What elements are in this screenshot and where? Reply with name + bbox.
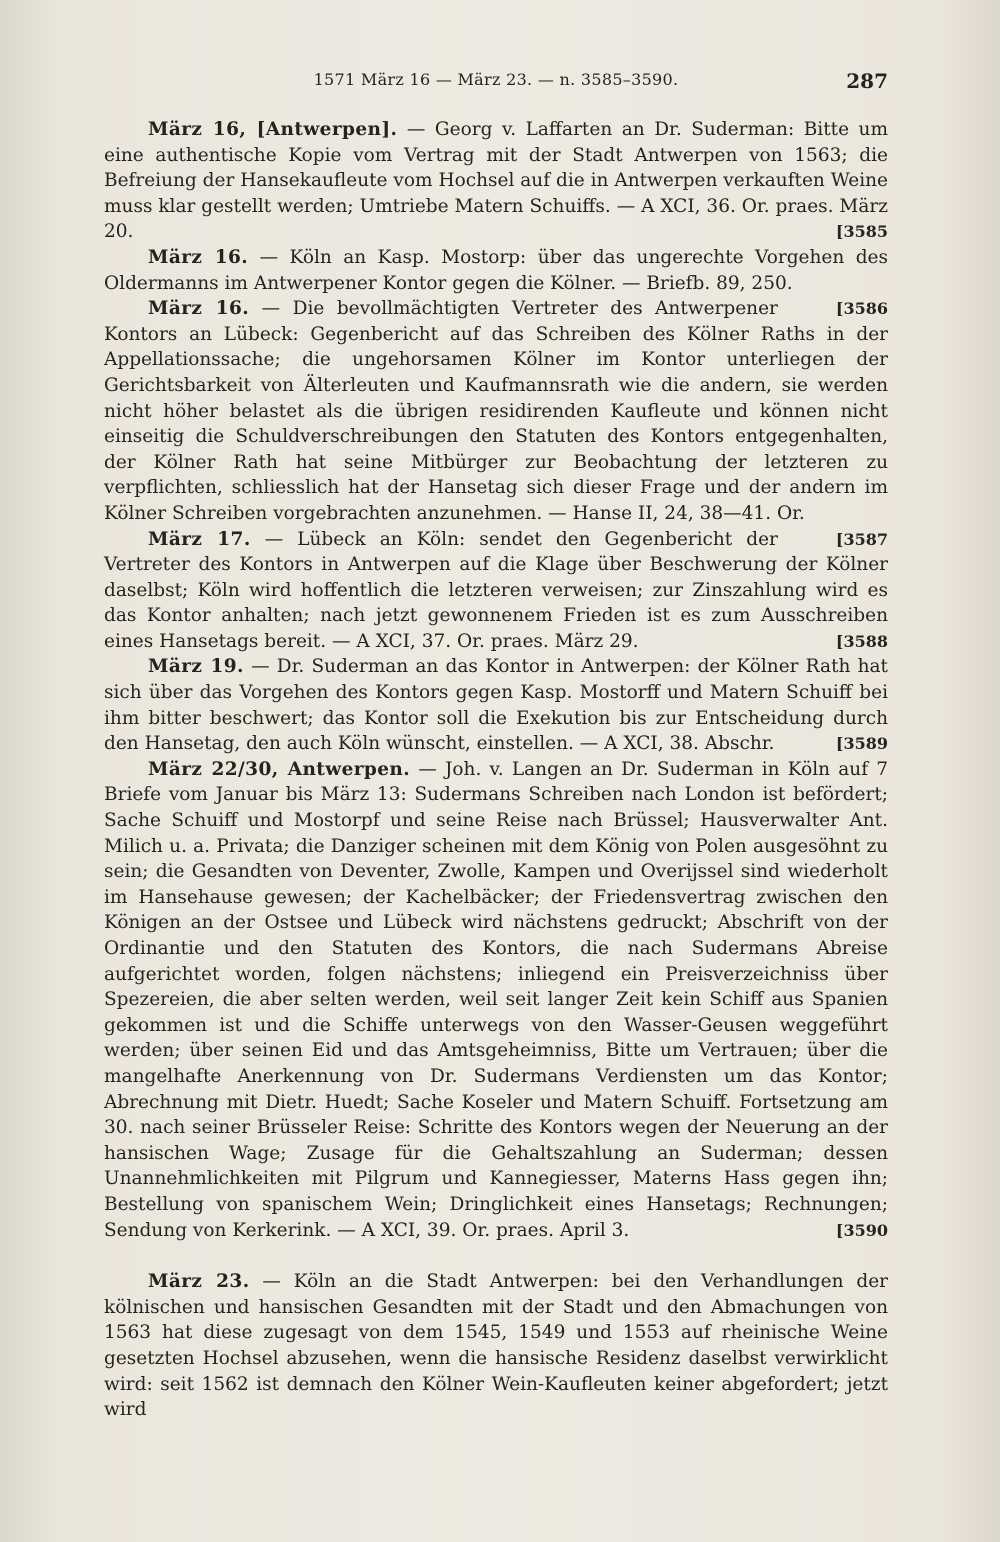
regest-entry-3590: [104, 757, 888, 1243]
running-title: 1571 März 16 — März 23. — n. 3585–3590.: [313, 70, 679, 89]
document-body: [104, 117, 888, 1423]
entry-number: [3590: [835, 1220, 888, 1240]
page-header: [104, 70, 888, 100]
entry-date: März 16.: [148, 298, 250, 320]
page-number: 287: [846, 69, 888, 93]
regest-entry-3585: [104, 117, 888, 245]
entry-date: März 23.: [148, 1271, 250, 1293]
entry-date: März 16.: [148, 246, 249, 268]
entry-number: [3587: [835, 529, 888, 549]
regest-entry-3589: [104, 654, 888, 756]
entry-separator: [104, 1243, 888, 1269]
entry-text: — Georg v. Laffarten an Dr. Suderman: Bitte um eine authentische Kopie vom Vertrag mit der Stadt Antwerpen von 1563; die Befreiung der Hansekaufleute vom Hochsel auf die in Antwerpen verkauften Weine muss klar gestellt werden; Umtriebe Matern Schuiffs. — A XCI, 36. Or. praes. März 20.: [104, 119, 888, 243]
entry-text: — Köln an die Stadt Antwerpen: bei den Verhandlungen der kölnischen und hansischen Gesandten mit der Stadt und den Abmachungen von 1563 hat diese zugesagt von dem 1545, 1549 und 1553 auf rheinische Weine gesetzten Hochsel abzusehen, wenn die hansische Residenz daselbst verwirklicht wird: seit 1562 ist demnach den Kölner Wein-Kaufleuten keiner abgefordert; jetzt wird: [104, 1271, 888, 1421]
regest-entry-3588: [104, 527, 888, 655]
entry-text: — Köln an Kasp. Mostorp: über das ungerechte Vorgehen des Oldermanns im Antwerpener Kontor gegen die Kölner. — Briefb. 89, 250.: [104, 246, 888, 294]
entry-number: [3588: [835, 631, 888, 651]
entry-number: [3586: [835, 299, 888, 319]
regest-entry-3591: [104, 1269, 888, 1423]
entry-text: — Joh. v. Langen an Dr. Suderman in Köln auf 7 Briefe vom Januar bis März 13: Sudermans Schreiben nach London ist befördert; Sache Schuiff und Mostorpf und seine Reise nach Brüssel; Hausverwalter Ant. Milich u. a. Privata; die Danziger scheinen mit dem König von Polen ausgesöhnt zu sein; die Gesandten von Deventer, Zwolle, Kampen und Overijssel sind wiederholt im Hansehause gewesen; der Kachelbäcker; der Friedensvertrag zwischen den Königen an der Ostsee und Lübeck wird nächstens gedruckt; Abschrift von der Ordinantie und den Statuten des Kontors, die nach Sudermans Abreise aufgerichtet worden, folgen nächstens; inliegend ein Preisverzeichniss über Spezereien, die aber selten werden, weil seit langer Zeit kein Schiff aus Spanien gekommen ist und die Schiffe unterwegs von den Wasser-Geusen weggeführt werden; über seinen Eid und das Amtsgeheimniss, Bitte um Vertrauen; über die mangelhafte Anerkennung von Dr. Sudermans Verdiensten um das Kontor; Abrechnung mit Dietr. Huedt; Sache Koseler und Matern Schuiff. Fortsetzung am 30. nach seiner Brüsseler Reise: Schritte des Kontors wegen der Neuerung an der hansischen Wage; Zusage für die Gehaltszahlung an Suderman; dessen Unannehmlichkeiten mit Pilgrum und Kannegiesser, Materns Hass gegen ihn; Bestellung von spanischem Wein; Dringlichkeit eines Hansetags; Rechnungen; Sendung von Kerkerink. — A XCI, 39. Or. praes. April 3.: [104, 758, 889, 1241]
regest-entry-3586: [104, 245, 888, 319]
entry-text: — Dr. Suderman an das Kontor in Antwerpen: der Kölner Rath hat sich über das Vorgehen des Kontors gegen Kasp. Mostorff und Matern Schuiff bei ihm bitter beschwert; das Kontor soll die Exekution bis zur Entscheidung durch den Hansetag, den auch Köln wünscht, einstellen. — A XCI, 38. Abschr.: [104, 656, 888, 755]
entry-text: — Lübeck an Köln: sendet den Gegenbericht der Vertreter des Kontors in Antwerpen auf die Klage über Beschwerung der Kölner daselbst; Köln wird hoffentlich die letzteren verweisen; zur Zinszahlung wird es das Kontor anhalten; nach jetzt gewonnenem Frieden ist es zum Ausschreiben eines Hansetags bereit. — A XCI, 37. Or. praes. März 29.: [104, 528, 888, 652]
entry-number: [3585: [835, 222, 888, 242]
entry-number: [3589: [835, 734, 888, 754]
entry-date: März 16, [Antwerpen].: [148, 119, 398, 140]
entry-text: — Die bevollmächtigten Vertreter des Antwerpener Kontors an Lübeck: Gegenbericht auf das Schreiben des Kölner Raths in der Appellationssache; die ungehorsamen Kölner im Kontor unterliegen der Gerichtsbarkeit von Älterleuten und Kaufmannsrath wie die andern, sie werden nicht höher belastet als die übrigen residirenden Kaufleute und können nicht einseitig die Schuldverschreibungen den Statuten des Kontors entgegenhalten, der Kölner Rath hat seine Mitbürger zur Beobachtung der letzteren zu verpflichten, schliesslich hat der Hansetag sich dieser Frage und der andern im Kölner Schreiben vorgebrachten anzunehmen. — Hanse II, 24, 38—41. Or.: [104, 298, 888, 524]
entry-date: März 17.: [148, 528, 251, 550]
entry-date: März 19.: [148, 656, 244, 678]
entry-date: März 22/30, Antwerpen.: [148, 758, 411, 780]
